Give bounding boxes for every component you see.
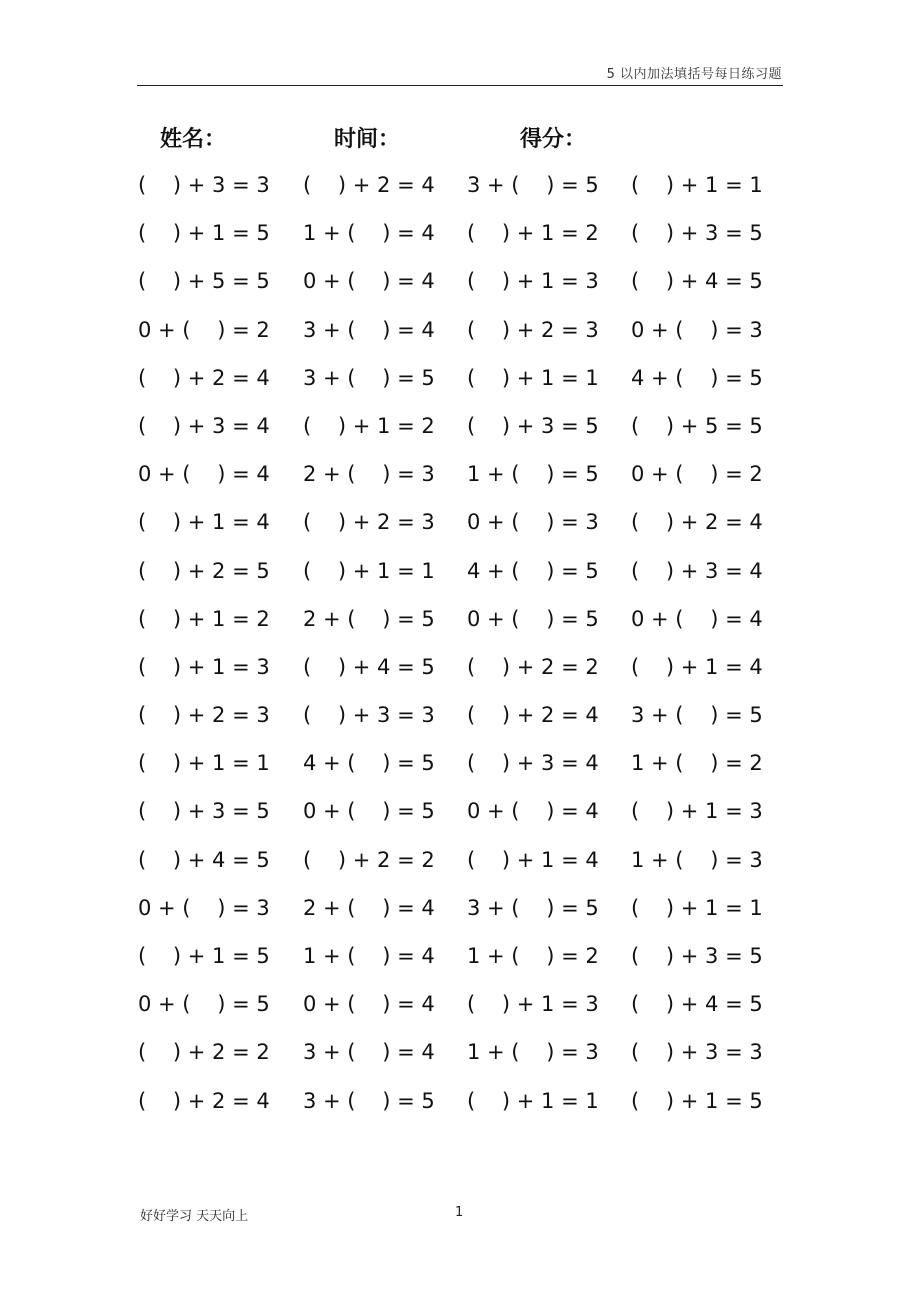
problem-item: 0 + ( ) = 4: [303, 992, 435, 1017]
problem-row: [138, 505, 798, 553]
problem-item: 3 + ( ) = 4: [303, 1040, 435, 1065]
problem-item: ( ) + 2 = 3: [138, 703, 270, 728]
problem-item: 4 + ( ) = 5: [631, 365, 763, 390]
problem-item: ( ) + 2 = 3: [303, 510, 435, 535]
problem-item: ( ) + 5 = 5: [138, 269, 270, 294]
problem-item: ( ) + 4 = 5: [631, 992, 763, 1017]
problem-item: 0 + ( ) = 4: [467, 799, 599, 824]
problem-item: ( ) + 3 = 5: [467, 413, 599, 438]
problem-item: ( ) + 4 = 5: [138, 847, 270, 872]
problem-item: 2 + ( ) = 3: [303, 462, 435, 487]
problem-row: [138, 168, 798, 216]
problem-item: 1 + ( ) = 3: [467, 1040, 599, 1065]
problem-item: 3 + ( ) = 5: [631, 703, 763, 728]
problem-item: 3 + ( ) = 5: [467, 895, 599, 920]
problem-item: ( ) + 3 = 5: [631, 944, 763, 968]
problem-row: [138, 361, 798, 409]
problem-item: 1 + ( ) = 3: [631, 847, 763, 872]
problem-item: 3 + ( ) = 4: [303, 317, 435, 342]
problem-item: ( ) + 1 = 2: [303, 413, 435, 438]
time-label: 时间：: [334, 127, 401, 152]
problem-item: ( ) + 2 = 4: [303, 173, 435, 197]
problem-item: 0 + ( ) = 5: [467, 606, 599, 631]
problem-row: [138, 939, 798, 987]
problem-item: ( ) + 3 = 3: [631, 1040, 763, 1065]
problem-item: ( ) + 2 = 3: [467, 317, 599, 342]
score-label: 得分：: [520, 127, 587, 152]
problem-item: ( ) + 3 = 5: [631, 221, 763, 246]
problem-item: ( ) + 1 = 5: [631, 1088, 763, 1113]
problem-row: [138, 554, 798, 602]
problem-item: ( ) + 1 = 3: [631, 799, 763, 824]
problem-row: [138, 216, 798, 264]
problem-item: ( ) + 2 = 4: [467, 703, 599, 728]
problem-item: 0 + ( ) = 3: [138, 895, 270, 920]
problem-item: 0 + ( ) = 4: [631, 606, 763, 631]
problem-row: [138, 1035, 798, 1083]
problem-item: ( ) + 1 = 4: [467, 847, 599, 872]
problem-row: [138, 457, 798, 505]
problem-item: ( ) + 3 = 4: [467, 751, 599, 776]
problem-row: [138, 409, 798, 457]
problem-item: ( ) + 1 = 3: [138, 654, 270, 679]
problem-item: 4 + ( ) = 5: [303, 751, 435, 776]
problem-item: ( ) + 1 = 1: [631, 173, 763, 197]
problem-item: 0 + ( ) = 5: [138, 992, 270, 1017]
problem-row: [138, 1084, 798, 1132]
problem-item: ( ) + 3 = 5: [138, 799, 270, 824]
problem-item: ( ) + 1 = 1: [467, 365, 599, 390]
problem-item: 3 + ( ) = 5: [303, 365, 435, 390]
page-number: 1: [455, 1205, 464, 1220]
problem-item: 1 + ( ) = 4: [303, 944, 435, 968]
problem-item: 0 + ( ) = 4: [138, 462, 270, 487]
problem-item: ( ) + 1 = 1: [303, 558, 435, 583]
problem-item: 0 + ( ) = 3: [467, 510, 599, 535]
problem-item: ( ) + 2 = 2: [467, 654, 599, 679]
problem-row: [138, 313, 798, 361]
header-divider: [137, 85, 783, 86]
problem-item: ( ) + 3 = 3: [303, 703, 435, 728]
problem-item: 1 + ( ) = 5: [467, 462, 599, 487]
problem-item: ( ) + 3 = 4: [138, 413, 270, 438]
problem-item: ( ) + 4 = 5: [303, 654, 435, 679]
problem-item: ( ) + 1 = 2: [467, 221, 599, 246]
problem-item: ( ) + 2 = 5: [138, 558, 270, 583]
problem-item: ( ) + 1 = 1: [631, 895, 763, 920]
problem-row: [138, 746, 798, 794]
problem-item: ( ) + 3 = 3: [138, 173, 270, 197]
header-title: 5 以内加法填括号每日练习题: [606, 67, 782, 82]
name-label: 姓名：: [160, 127, 227, 152]
problem-item: ( ) + 1 = 5: [138, 221, 270, 246]
problem-item: 1 + ( ) = 2: [467, 944, 599, 968]
problem-row: [138, 602, 798, 650]
problem-item: ( ) + 2 = 4: [631, 510, 763, 535]
problem-row: [138, 987, 798, 1035]
problem-item: ( ) + 1 = 4: [138, 510, 270, 535]
problem-item: ( ) + 2 = 4: [138, 365, 270, 390]
student-info-row: [0, 122, 920, 156]
problem-grid: [138, 168, 798, 1132]
problem-item: ( ) + 1 = 1: [138, 751, 270, 776]
problem-item: ( ) + 1 = 1: [467, 1088, 599, 1113]
problem-row: [138, 650, 798, 698]
problem-item: ( ) + 1 = 3: [467, 992, 599, 1017]
problem-item: ( ) + 1 = 3: [467, 269, 599, 294]
problem-item: ( ) + 2 = 2: [303, 847, 435, 872]
problem-item: 1 + ( ) = 4: [303, 221, 435, 246]
problem-item: ( ) + 3 = 4: [631, 558, 763, 583]
problem-item: ( ) + 1 = 5: [138, 944, 270, 968]
problem-item: 1 + ( ) = 2: [631, 751, 763, 776]
problem-item: ( ) + 1 = 4: [631, 654, 763, 679]
problem-item: 3 + ( ) = 5: [303, 1088, 435, 1113]
problem-row: [138, 698, 798, 746]
problem-row: [138, 794, 798, 842]
problem-item: 0 + ( ) = 2: [138, 317, 270, 342]
problem-item: 0 + ( ) = 5: [303, 799, 435, 824]
problem-row: [138, 264, 798, 312]
problem-item: 3 + ( ) = 5: [467, 173, 599, 197]
problem-item: ( ) + 2 = 2: [138, 1040, 270, 1065]
problem-item: 2 + ( ) = 5: [303, 606, 435, 631]
problem-row: [138, 843, 798, 891]
footer-motto: 好好学习 天天向上: [140, 1209, 249, 1224]
problem-item: ( ) + 4 = 5: [631, 269, 763, 294]
problem-row: [138, 891, 798, 939]
problem-item: 4 + ( ) = 5: [467, 558, 599, 583]
problem-item: ( ) + 2 = 4: [138, 1088, 270, 1113]
problem-item: 0 + ( ) = 2: [631, 462, 763, 487]
problem-item: 0 + ( ) = 3: [631, 317, 763, 342]
problem-item: ( ) + 5 = 5: [631, 413, 763, 438]
problem-item: 0 + ( ) = 4: [303, 269, 435, 294]
problem-item: 2 + ( ) = 4: [303, 895, 435, 920]
problem-item: ( ) + 1 = 2: [138, 606, 270, 631]
